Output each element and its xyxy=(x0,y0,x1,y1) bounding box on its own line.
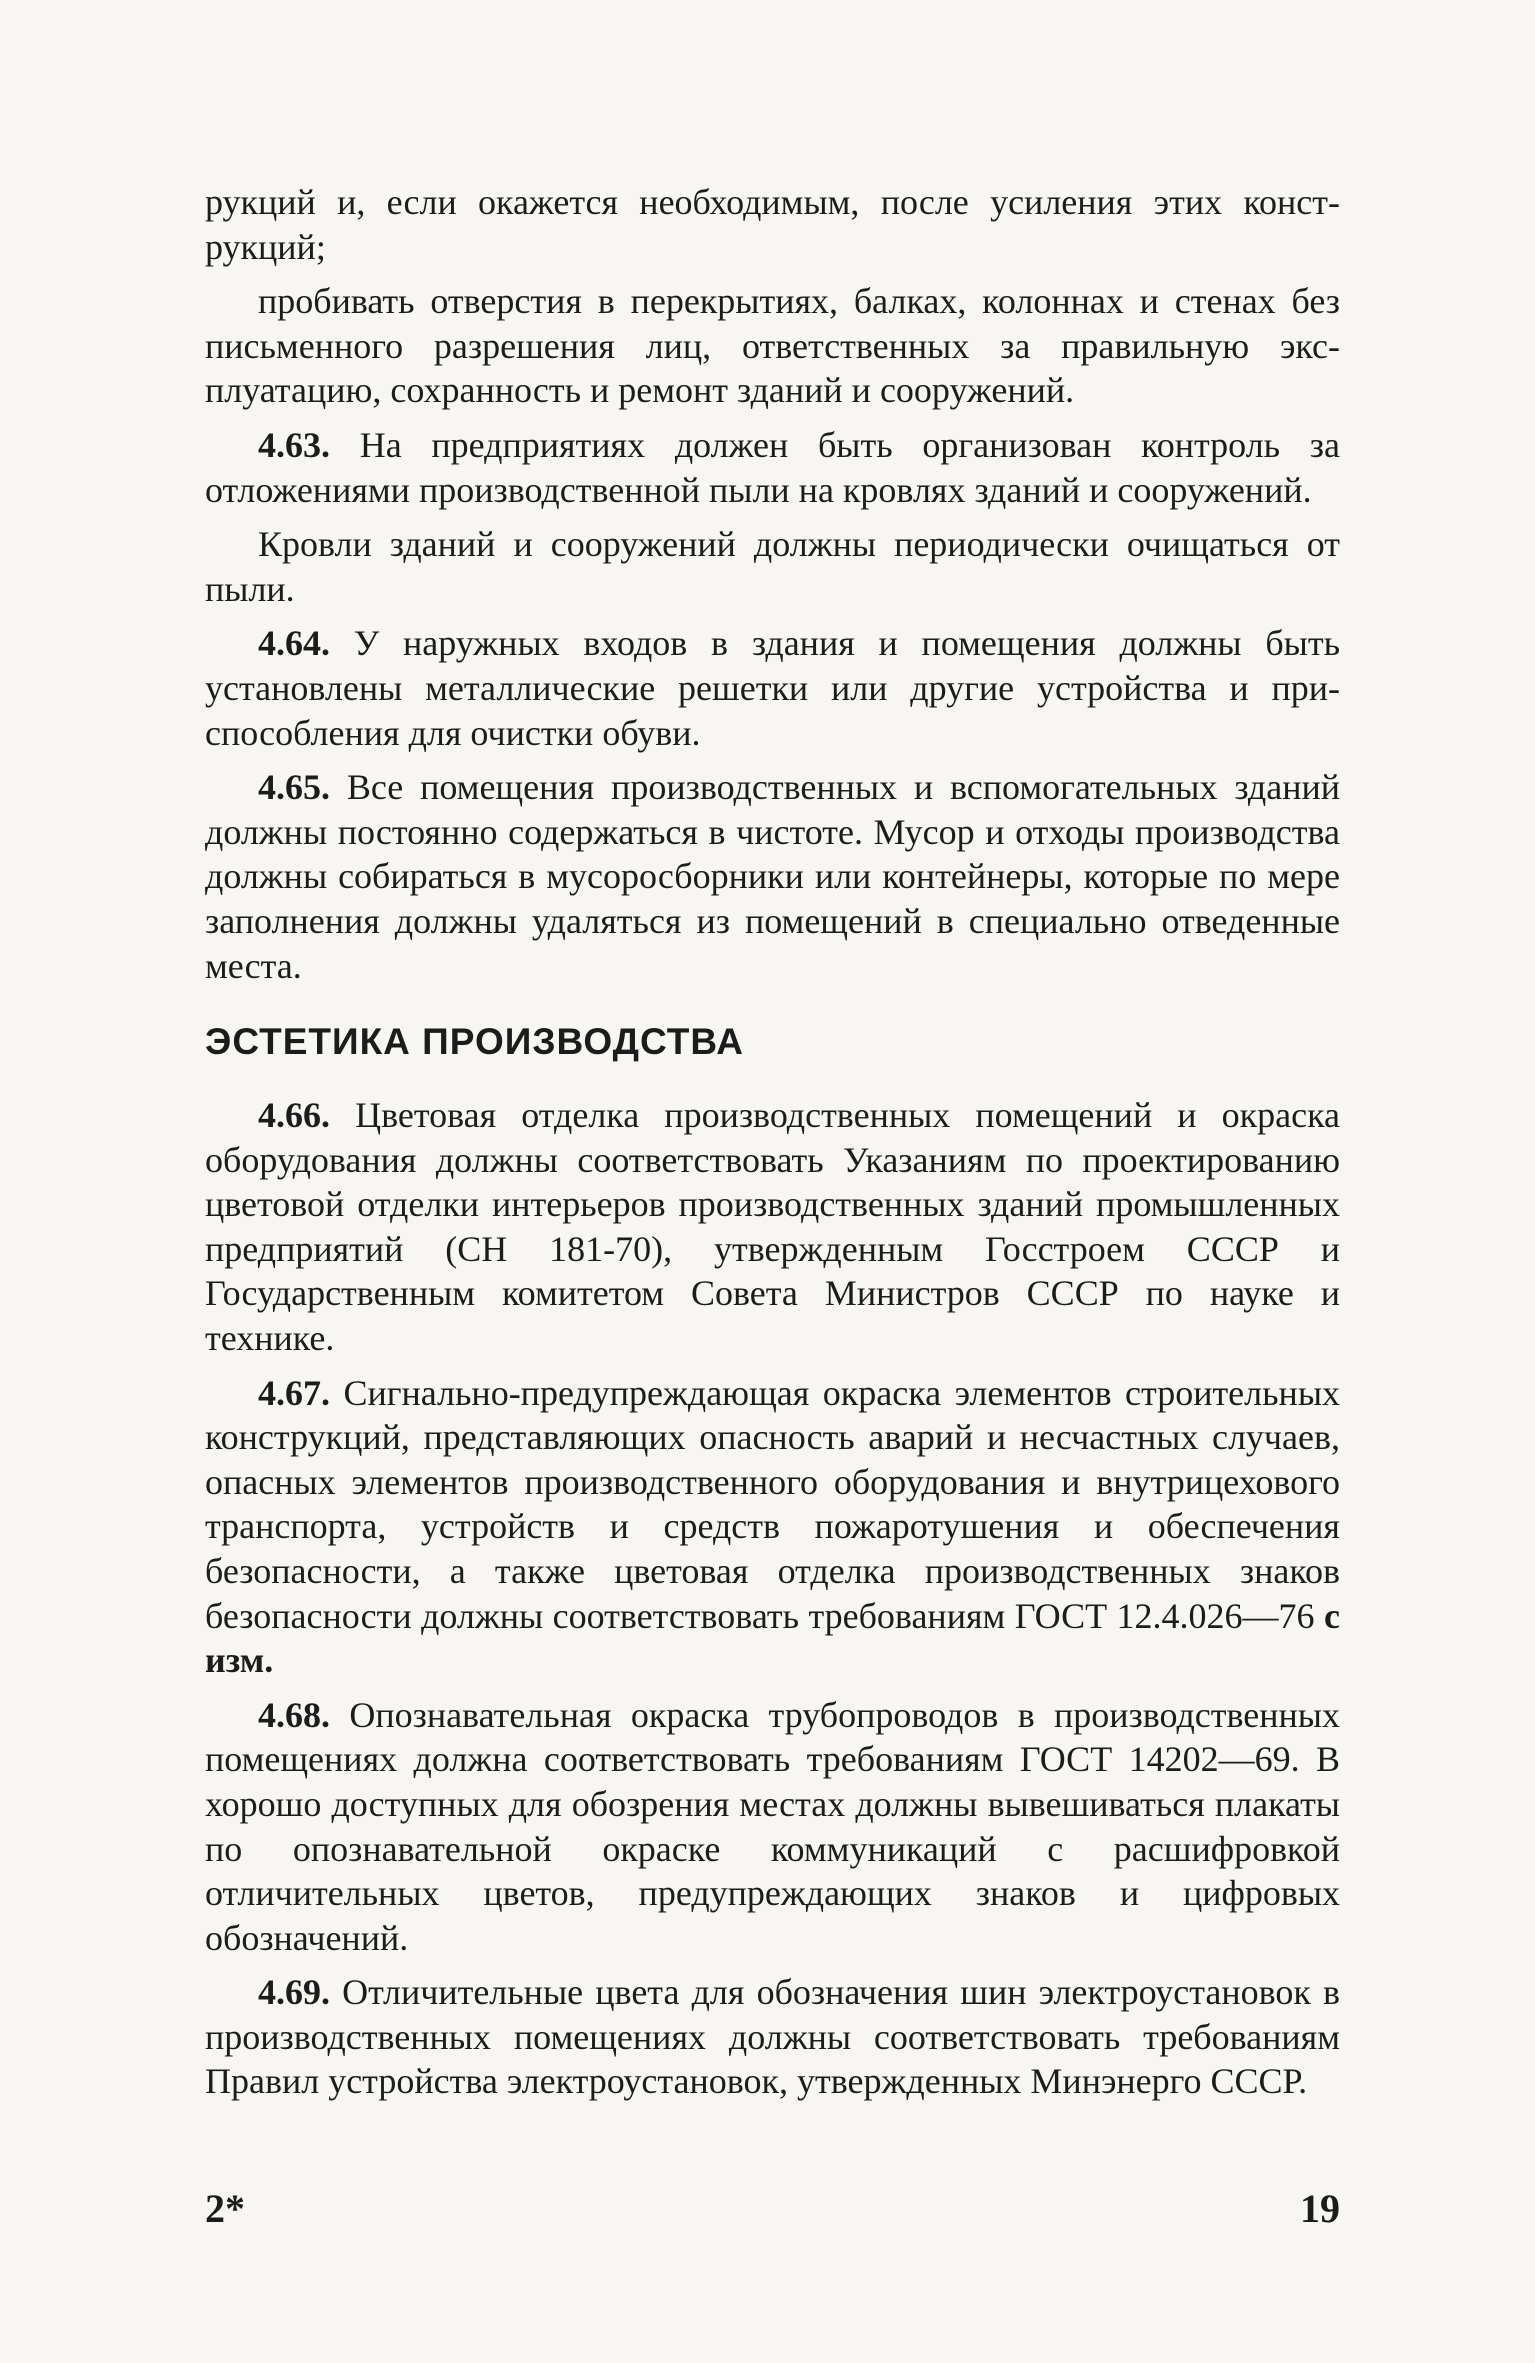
clause-number-4-67: 4.67. xyxy=(258,1372,330,1413)
clause-number-4-63: 4.63. xyxy=(258,424,330,465)
clause-text-4-63: На предприятиях должен быть организован контроль за отложениями производственной пыли на кровлях зданий и сооружений. xyxy=(205,424,1340,510)
clause-text-4-69: Отличительные цвета для обозначения шин электроустановок в производственных помещениях должны соответствовать требованиям Правил устройства электроустановок, утвержденных Минэнерго СССР. xyxy=(205,1972,1340,2102)
paragraph-4-66 xyxy=(205,1093,1340,1361)
paragraph-4-68 xyxy=(205,1693,1340,1961)
paragraph-continuation-1: рукций и, если окажется необходимым, после усиления этих конструкций; xyxy=(205,182,1340,267)
clause-text-4-68: Опознавательная окраска трубопроводов в производственных помещениях должна соответствовать требованиям ГОСТ 14202—69. В хорошо доступных для обозрения местах должны вывешиваться плакаты по опознавательной окраске коммуникаций с расшифровкой отличительных цветов, предупреждающих знаков и цифровых обозначений. xyxy=(205,1694,1340,1958)
clause-text-4-64: У наружных входов в здания и помещения должны быть установлены металлические решетки или другие устройства и приспособления для очистки обуви. xyxy=(205,623,1340,753)
paragraph-4-67 xyxy=(205,1371,1340,1683)
clause-text-4-65: Все помещения производственных и вспомогательных зданий должны постоянно содержаться в чистоте. Мусор и отходы производства должны собираться в мусоросборники или контейнеры, которые по мере заполнения должны удаляться из помещений в специально отведенные места. xyxy=(205,767,1340,986)
text-block-top xyxy=(205,180,1340,988)
section-heading: ЭСТЕТИКА ПРОИЗВОДСТВА xyxy=(205,1021,744,1062)
paragraph-4-63 xyxy=(205,423,1340,512)
paragraph-4-63-b: Кровли зданий и сооружений должны периодически очищаться от пыли. xyxy=(205,524,1340,609)
clause-number-4-68: 4.68. xyxy=(258,1694,330,1735)
clause-text-4-67: Сигнально-предупреждающая окраска элементов строительных конструкций, представляющих опасность аварий и несчастных случаев, опасных элементов производственного оборудования и внутрицехового транспорта, устройств и средств пожаротушения и обеспечения безопасности, а также цветовая отделка производственных знаков безопасности должны соответствовать требованиям ГОСТ 12.4.026—76 xyxy=(205,1372,1340,1636)
clause-number-4-66: 4.66. xyxy=(258,1095,330,1135)
text-block-bottom xyxy=(205,1093,1340,2104)
clause-suffix-4-67: с изм. xyxy=(205,1595,1340,1681)
paragraph-4-69 xyxy=(205,1970,1340,2104)
paragraph-4-65 xyxy=(205,765,1340,988)
clause-number-4-64: 4.64. xyxy=(258,623,330,664)
clause-text-4-66: Цветовая отделка производственных помещений и окраска оборудования должны соответствовать Указаниям по проектированию цветовой отделки интерьеров производственных зданий промышленных предприятий (СН 181-70), утвержденным Госстроем СССР и Государственным комитетом Совета Министров СССР по науке и технике. xyxy=(205,1095,1341,1358)
paragraph-4-64 xyxy=(205,621,1340,755)
paragraph-continuation-2: пробивать отверстия в перекрытиях, балках, колоннах и стенах без письменного разрешения лиц, ответственных за правильную эксплуатацию, сохранность и ремонт зданий и сооружений. xyxy=(205,281,1340,411)
clause-number-4-65: 4.65. xyxy=(258,767,330,808)
clause-number-4-69: 4.69. xyxy=(258,1972,330,2013)
page-number: 19 xyxy=(1300,2186,1340,2231)
footer-signature-mark: 2* xyxy=(205,2186,245,2231)
